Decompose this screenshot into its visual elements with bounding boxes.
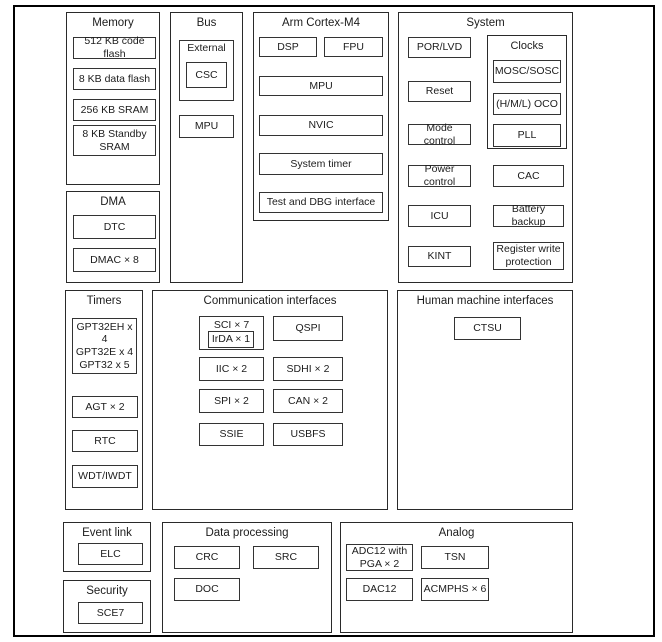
block-elc: ELC xyxy=(78,543,143,565)
section-memory xyxy=(66,12,160,185)
block-sce7: SCE7 xyxy=(78,602,143,624)
block-data-flash: 8 KB data flash xyxy=(73,68,156,90)
section-bus-title: Bus xyxy=(196,17,217,29)
block-mode-control: Mode control xyxy=(408,124,471,145)
block-iic: IIC × 2 xyxy=(199,357,264,381)
block-kint: KINT xyxy=(408,246,471,267)
section-bus xyxy=(170,12,243,283)
block-code-flash: 512 KB code flash xyxy=(73,37,156,59)
block-dmac: DMAC × 8 xyxy=(73,248,156,272)
section-security-title: Security xyxy=(86,585,128,597)
section-event-link xyxy=(63,522,151,572)
block-spi: SPI × 2 xyxy=(199,389,264,413)
block-rtc: RTC xyxy=(72,430,138,452)
block-external-bus-label: External xyxy=(187,42,226,54)
block-agt: AGT × 2 xyxy=(72,396,138,418)
block-gpt-line2: GPT32E x 4 xyxy=(75,346,134,358)
section-security xyxy=(63,580,151,633)
block-fpu: FPU xyxy=(324,37,383,57)
block-csc: CSC xyxy=(186,62,227,88)
block-can: CAN × 2 xyxy=(273,389,343,413)
block-dtc: DTC xyxy=(73,215,156,239)
block-battery-backup: Battery backup xyxy=(493,205,564,227)
block-gpt-line1: GPT32EH x 4 xyxy=(76,320,133,346)
block-oco: (H/M/L) OCO xyxy=(493,93,561,115)
section-dma-title: DMA xyxy=(100,196,126,208)
block-wdt: WDT/IWDT xyxy=(72,465,138,488)
section-comm-title: Communication interfaces xyxy=(203,295,337,307)
block-irda: IrDA × 1 xyxy=(208,331,254,348)
block-system-timer: System timer xyxy=(259,153,383,175)
section-timers xyxy=(65,290,143,510)
block-acmphs: ACMPHS × 6 xyxy=(421,578,489,601)
section-comm xyxy=(152,290,388,510)
section-data-processing xyxy=(162,522,332,633)
block-por-lvd: POR/LVD xyxy=(408,37,471,58)
block-mosc-sosc: MOSC/SOSC xyxy=(493,60,561,83)
block-sci-label: SCI × 7 xyxy=(213,319,250,331)
block-nvic: NVIC xyxy=(259,115,383,136)
block-adc12: ADC12 with PGA × 2 xyxy=(346,544,413,571)
block-gpt-line3: GPT32 x 5 xyxy=(79,358,130,371)
block-standby-sram: 8 KB Standby SRAM xyxy=(73,125,156,156)
block-test-dbg: Test and DBG interface xyxy=(259,192,383,213)
block-sdhi: SDHI × 2 xyxy=(273,357,343,381)
block-usbfs: USBFS xyxy=(273,423,343,446)
block-tsn: TSN xyxy=(421,546,489,569)
block-doc: DOC xyxy=(174,578,240,601)
section-system xyxy=(398,12,573,283)
subsection-clocks xyxy=(487,35,567,149)
block-src: SRC xyxy=(253,546,319,569)
block-power-control: Power control xyxy=(408,165,471,187)
block-sci xyxy=(199,316,264,350)
section-cortex xyxy=(253,12,389,221)
block-sram: 256 KB SRAM xyxy=(73,99,156,121)
block-external-bus xyxy=(179,40,234,101)
section-analog-title: Analog xyxy=(438,527,475,539)
block-dac12: DAC12 xyxy=(346,578,413,601)
section-analog xyxy=(340,522,573,633)
block-cortex-mpu: MPU xyxy=(259,76,383,96)
block-ssie: SSIE xyxy=(199,423,264,446)
section-memory-title: Memory xyxy=(92,17,134,29)
section-data-processing-title: Data processing xyxy=(205,527,289,539)
block-cac: CAC xyxy=(493,165,564,187)
block-ctsu: CTSU xyxy=(454,317,521,340)
block-icu: ICU xyxy=(408,205,471,227)
section-hmi xyxy=(397,290,573,510)
section-system-title: System xyxy=(466,17,505,29)
section-timers-title: Timers xyxy=(86,295,122,307)
block-qspi: QSPI xyxy=(273,316,343,341)
section-cortex-title: Arm Cortex-M4 xyxy=(282,17,360,29)
section-dma xyxy=(66,191,160,283)
section-hmi-title: Human machine interfaces xyxy=(416,295,554,307)
block-reset: Reset xyxy=(408,81,471,102)
subsection-clocks-title: Clocks xyxy=(510,40,544,52)
section-event-link-title: Event link xyxy=(82,527,132,539)
block-crc: CRC xyxy=(174,546,240,569)
block-pll: PLL xyxy=(493,124,561,147)
block-dsp: DSP xyxy=(259,37,317,57)
block-bus-mpu: MPU xyxy=(179,115,234,138)
block-gpt xyxy=(72,318,137,374)
block-register-write-protection: Register write protection xyxy=(493,242,564,270)
